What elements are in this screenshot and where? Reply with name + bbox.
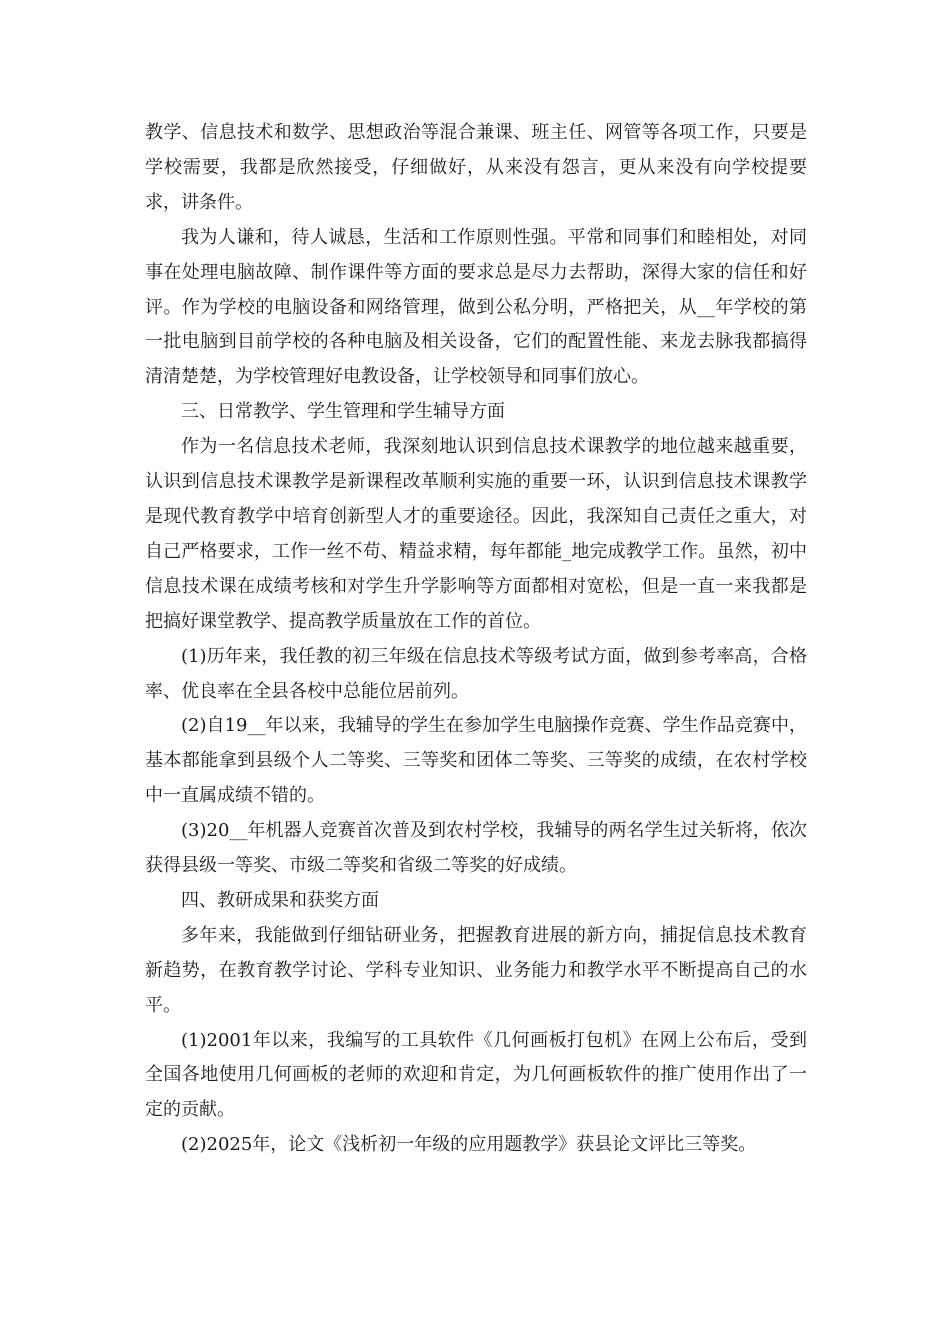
list-item-competition: (2)自19__年以来，我辅导的学生在参加学生电脑操作竞赛、学生作品竞赛中，基本都能拿到县级个人二等奖、三等奖和团体二等奖、三等奖的成绩，在农村学校中一直属成绩不错的。 <box>145 715 807 807</box>
paragraph-continuation: 教学、信息技术和数学、思想政治等混合兼课、班主任、网管等各项工作，只要是学校需要，我都是欣然接受，仔细做好，从来没有怨言，更从来没有向学校提要求，讲条件。 <box>145 122 807 213</box>
section-heading-research: 四、教研成果和获奖方面 <box>181 889 379 911</box>
paragraph-research: 多年来，我能做到仔细钻研业务，把握教育进展的新方向，捕捉信息技术教育新趋势，在教育教学讨论、学科专业知识、业务能力和教学水平不断提高自己的水平。 <box>145 924 807 1016</box>
section-heading-teaching: 三、日常教学、学生管理和学生辅导方面 <box>181 401 505 423</box>
list-item-exam: (1)历年来，我任教的初三年级在信息技术等级考试方面，做到参考率高，合格率、优良率在全县各校中总能位居前列。 <box>145 645 807 702</box>
list-item-paper: (2)2025年，论文《浅析初一年级的应用题教学》获县论文评比三等奖。 <box>181 1134 757 1156</box>
paragraph-teaching: 作为一名信息技术老师，我深刻地认识到信息技术课教学的地位越来越重要，认识到信息技术课教学是新课程改革顺利实施的重要一环，认识到信息技术课教学是现代教育教学中培育创新型人才的重要途径。因此，我深知自己责任之重大，对自己严格要求，工作一丝不苟、精益求精，每年都能_地完成教学工作。虽然，初中信息技术课在成绩考核和对学生升学影响等方面都相对宽松，但是一直一来我都是把搞好课堂教学、提高教学质量放在工作的首位。 <box>145 436 807 632</box>
list-item-software: (1)2001年以来，我编写的工具软件《几何画板打包机》在网上公布后，受到全国各地使用几何画板的老师的欢迎和肯定，为几何画板软件的推广使用作出了一定的贡献。 <box>145 1029 807 1121</box>
document-page <box>145 116 807 1163</box>
list-item-robot: (3)20__年机器人竞赛首次普及到农村学校，我辅导的两名学生过关斩将，依次获得县级一等奖、市级二等奖和省级二等奖的好成绩。 <box>145 820 807 877</box>
paragraph-character: 我为人谦和，待人诚恳，生活和工作原则性强。平常和同事们和睦相处，对同事在处理电脑故障、制作课件等方面的要求总是尽力去帮助，深得大家的信任和好评。作为学校的电脑设备和网络管理，做到公私分明，严格把关，从__年学校的第一批电脑到目前学校的各种电脑及相关设备，它们的配置性能、来龙去脉我都搞得清清楚楚，为学校管理好电教设备，让学校领导和同事们放心。 <box>145 226 807 388</box>
